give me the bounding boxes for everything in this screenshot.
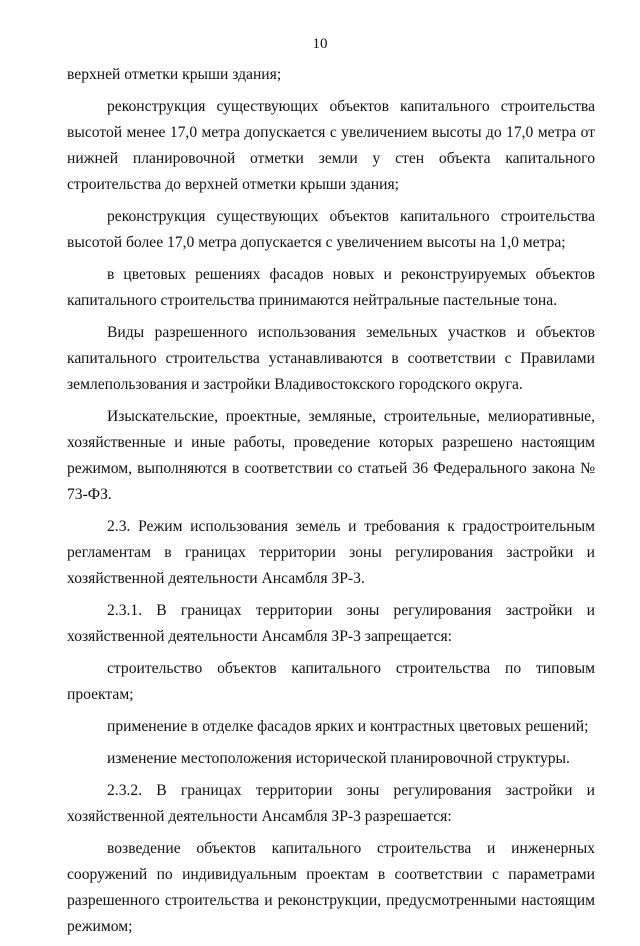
subsection-heading: 2.3.2. В границах территории зоны регулирования застройки и хозяйственной деятельности Ансамбля ЗР-3 разрешается: <box>67 782 595 825</box>
list-item: возведение объектов капитального строительства и инженерных сооружений по индивидуальным проектам в соответствии с параметрами разрешенного строительства и реконструкции, предусмотренными настоящим режимом; <box>67 840 595 935</box>
section-heading: 2.3. Режим использования земель и требования к градостроительным регламентам в границах территории зоны регулирования застройки и хозяйственной деятельности Ансамбля ЗР-3. <box>67 518 595 587</box>
subsection-heading: 2.3.1. В границах территории зоны регулирования застройки и хозяйственной деятельности Ансамбля ЗР-3 запрещается: <box>67 602 595 645</box>
paragraph: реконструкция существующих объектов капитального строительства высотой более 17,0 метра допускается с увеличением высоты на 1,0 метра; <box>67 208 595 251</box>
paragraph: Виды разрешенного использования земельных участков и объектов капитального строительства устанавливаются в соответствии с Правилами землепользования и застройки Владивостокского городского округа. <box>67 324 595 393</box>
page-number: 10 <box>312 36 328 52</box>
paragraph: верхней отметки крыши здания; <box>67 66 282 83</box>
list-item: применение в отделке фасадов ярких и контрастных цветовых решений; <box>107 718 589 735</box>
list-item: изменение местоположения исторической планировочной структуры. <box>107 750 570 767</box>
paragraph: реконструкция существующих объектов капитального строительства высотой менее 17,0 метра допускается с увеличением высоты до 17,0 метра от нижней планировочной отметки земли у стен объекта капитального строительства до верхней отметки крыши здания; <box>67 98 595 193</box>
list-item: строительство объектов капитального строительства по типовым проектам; <box>67 660 595 703</box>
paragraph: Изыскательские, проектные, земляные, строительные, мелиоративные, хозяйственные и иные работы, проведение которых разрешено настоящим режимом, выполняются в соответствии со статьей 36 Федерального закона № 73-ФЗ. <box>67 408 595 503</box>
paragraph: в цветовых решениях фасадов новых и реконструируемых объектов капитального строительства принимаются нейтральные пастельные тона. <box>67 266 595 309</box>
document-body <box>67 62 595 946</box>
